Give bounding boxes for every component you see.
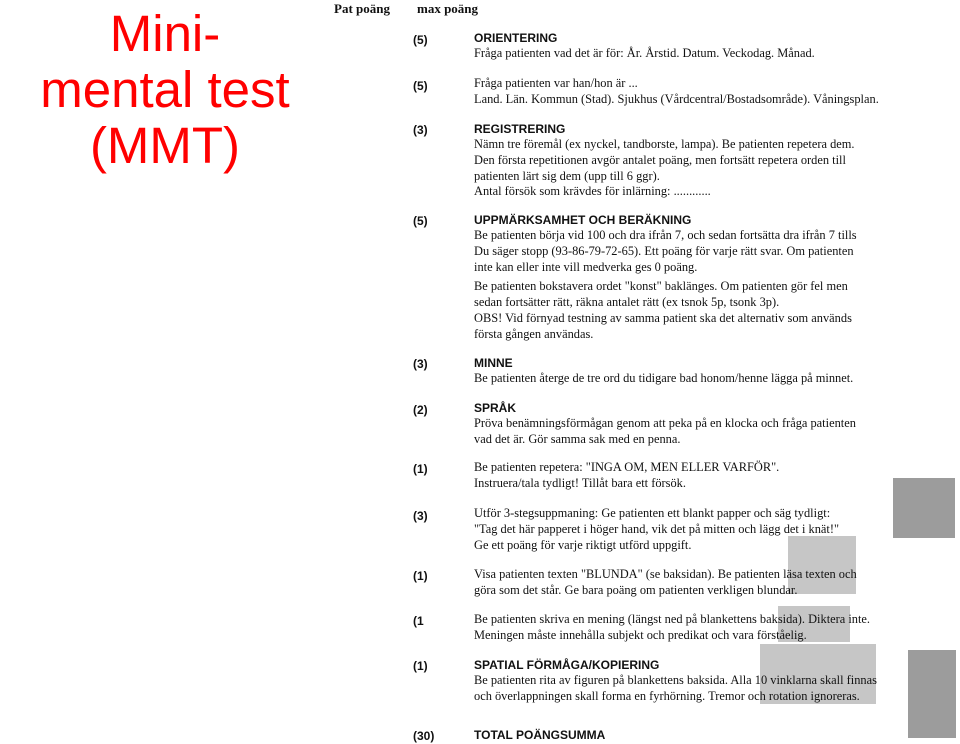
max-score-orientering-place: (5) [413,79,428,93]
item-write-sentence [474,612,954,644]
item-text-line: "Tag det här papperet i höger hand, vik det på mitten och lägg det i knät!" [474,521,840,536]
column-header-patient-score: Pat poäng [334,1,390,16]
max-score-sprak-naming: (2) [413,403,428,417]
item-sprak-repeat [474,460,954,492]
item-text-line: Nämn tre föremål (ex nyckel, tandborste, lampa). Be patienten repetera dem. [474,137,855,151]
item-text-line: Ge ett poäng för varje riktigt utförd uppgift. [474,537,692,552]
item-text-line: Fråga patienten vad det är för: År. Årstid. Datum. Veckodag. Månad. [474,46,815,60]
item-total [474,727,954,743]
item-text-line: OBS! Vid förnyad testning av samma patient ska det alternativ som används [474,310,852,325]
item-text-line: Instruera/tala tydligt! Tillåt bara ett försök. [474,475,686,490]
item-text-line: Visa patienten texten "BLUNDA" (se baksidan). Be patienten läsa texten och [474,567,857,581]
max-score-three-step: (3) [413,509,428,523]
item-orientering-time [474,30,954,62]
item-blunda [474,567,954,599]
item-registrering [474,121,954,200]
max-score-registrering: (3) [413,123,428,137]
item-text-line: patienten lärt sig dem (upp till 6 ggr). [474,168,660,183]
item-heading: TOTAL POÄNGSUMMA [474,728,606,742]
title-line-1: Mini- [109,5,221,62]
item-text-line: Antal försök som krävdes för inlärning: ............ [474,184,711,199]
max-score-orientering-time: (5) [413,33,428,47]
item-text-line: Meningen måste innehålla subjekt och predikat och vara förståelig. [474,627,807,642]
item-heading: UPPMÄRKSAMHET OCH BERÄKNING [474,213,692,227]
item-text-line: Fråga patienten var han/hon är ... [474,76,638,90]
title-line-3: (MMT) [89,117,241,174]
item-sprak-naming [474,400,954,448]
max-score-write-sentence: (1 [413,614,424,628]
item-text-line: inte kan eller inte vill medverka ges 0 poäng. [474,259,698,274]
item-text-line: Be patienten bokstavera ordet "konst" baklänges. Om patienten gör fel men [474,279,848,294]
item-uppmarksamhet [474,212,954,343]
item-spatial [474,657,954,705]
max-score-uppmarksamhet: (5) [413,214,428,228]
item-text-line: Du säger stopp (93-86-79-72-65). Ett poäng för varje rätt svar. Om patienten [474,243,854,258]
item-text-line: Den första repetitionen avgör antalet poäng, men fortsätt repetera orden till [474,152,846,167]
item-heading: SPRÅK [474,401,517,415]
title-line-2: mental test [40,61,290,118]
item-text-line: Utför 3-stegsuppmaning: Ge patienten ett blankt papper och säg tydligt: [474,506,831,520]
max-score-minne: (3) [413,357,428,371]
column-header-max-score: max poäng [417,1,479,16]
item-text-line: Be patienten återge de tre ord du tidigare bad honom/henne lägga på minnet. [474,371,854,385]
item-heading: ORIENTERING [474,31,558,45]
item-heading: SPATIAL FÖRMÅGA/KOPIERING [474,658,660,672]
max-score-sprak-repeat: (1) [413,462,428,476]
item-text-line: Land. Län. Kommun (Stad). Sjukhus (Vårdcentral/Bostadsområde). Våningsplan. [474,91,879,106]
item-text-line: Be patienten skriva en mening (längst ned på blankettens baksida). Diktera inte. [474,612,871,626]
item-text-line: första gången användas. [474,326,594,341]
item-minne [474,355,954,387]
item-text-line: Pröva benämningsförmågan genom att peka på en klocka och fråga patienten [474,416,856,430]
item-heading: MINNE [474,356,513,370]
item-text-line: och överlappningen skall forma en fyrhörning. Tremor och rotation ignoreras. [474,688,860,703]
item-text-line: vad det är. Gör samma sak med en penna. [474,431,681,446]
item-text-line: Be patienten rita av figuren på blankettens baksida. Alla 10 vinklarna skall finnas [474,673,877,687]
item-orientering-place [474,76,954,108]
max-score-total: (30) [413,729,435,743]
item-heading: REGISTRERING [474,122,566,136]
item-text-line: Be patienten repetera: "INGA OM, MEN ELLER VARFÖR". [474,460,780,474]
item-three-step [474,506,954,553]
item-text-line: göra som det står. Ge bara poäng om patienten verkligen blundar. [474,582,798,597]
max-score-spatial: (1) [413,659,428,673]
item-text-line: Be patienten börja vid 100 och dra ifrån 7, och sedan fortsätta dra ifrån 7 tills [474,228,857,242]
document-title [0,6,330,174]
max-score-blunda: (1) [413,569,428,583]
item-text-line: sedan fortsätter rätt, räkna antalet rätt (ex tsnok 5p, tsonk 3p). [474,295,780,310]
